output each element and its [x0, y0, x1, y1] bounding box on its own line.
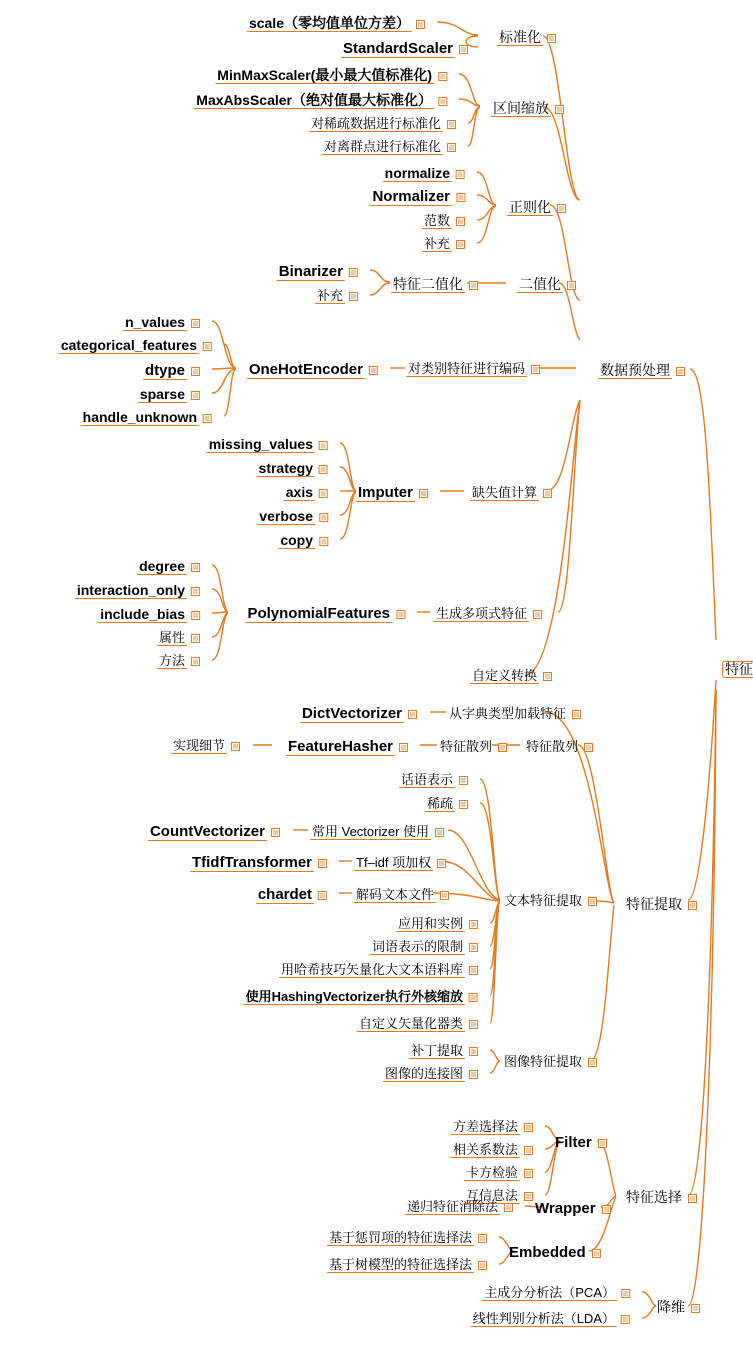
mindmap-node[interactable] — [341, 41, 468, 58]
node-marker-icon — [469, 1070, 478, 1079]
node-marker-icon — [621, 1289, 630, 1298]
node-marker-icon — [271, 828, 280, 837]
mindmap-node-label: 自定义转换 — [472, 668, 538, 683]
mindmap-node-label: 自定义矢量化器类 — [358, 1016, 463, 1031]
node-marker-icon — [318, 859, 327, 868]
mindmap-node[interactable] — [215, 68, 447, 84]
mindmap-node[interactable] — [507, 1245, 601, 1261]
mindmap-node[interactable] — [425, 797, 468, 812]
mindmap-node-label: MaxAbsScaler（绝对值最大标准化） — [196, 92, 432, 108]
mindmap-node[interactable] — [138, 387, 200, 403]
mindmap-node-label: MinMaxScaler(最小最大值标准化) — [217, 67, 432, 83]
mindmap-node-label: axis — [285, 484, 313, 500]
mindmap-node[interactable] — [256, 887, 327, 904]
node-marker-icon — [478, 1234, 487, 1243]
mindmap-node-label: 从字典类型加载特征 — [449, 706, 567, 721]
mindmap-node-label: 属性 — [158, 630, 185, 645]
node-marker-icon — [459, 45, 468, 54]
mindmap-node-label: 特征散列 — [526, 739, 579, 754]
mindmap-node-label: 生成多项式特征 — [436, 606, 528, 621]
node-marker-icon — [456, 217, 465, 226]
mindmap-node[interactable] — [451, 1120, 533, 1135]
node-marker-icon — [469, 993, 478, 1002]
mindmap-node-label: 方法 — [158, 653, 185, 668]
mindmap-node-label: 用哈希技巧矢量化大文本语料库 — [280, 962, 463, 977]
mindmap-node-label: 特征散列 — [440, 739, 493, 754]
node-marker-icon — [419, 489, 428, 498]
mindmap-node-label: 文本特征提取 — [504, 893, 583, 908]
mindmap-node-label: 补丁提取 — [410, 1043, 463, 1058]
node-marker-icon — [438, 72, 447, 81]
mindmap-node[interactable] — [533, 1201, 611, 1217]
mindmap-node-label: 常用 Vectorizer 使用 — [312, 824, 430, 839]
mindmap-node-label: 数据预处理 — [600, 362, 670, 378]
mindmap-node[interactable] — [497, 30, 556, 46]
mindmap-node[interactable] — [284, 485, 328, 501]
mindmap-node-label: Normalizer — [372, 188, 450, 205]
mindmap-node-label: sparse — [139, 386, 185, 402]
node-marker-icon — [437, 859, 446, 868]
mindmap-node[interactable] — [247, 16, 425, 32]
node-marker-icon — [524, 1123, 533, 1132]
mindmap-node[interactable] — [75, 583, 200, 599]
mindmap-node[interactable] — [471, 1312, 630, 1327]
node-marker-icon — [435, 828, 444, 837]
node-marker-icon — [191, 319, 200, 328]
mindmap-node[interactable] — [422, 214, 465, 229]
mindmap-node[interactable] — [354, 888, 449, 903]
mindmap-node[interactable] — [409, 1044, 478, 1059]
mindmap-node-label: 图像特征提取 — [504, 1054, 583, 1069]
node-marker-icon — [440, 891, 449, 900]
mindmap-node-label: missing_values — [208, 436, 313, 452]
node-marker-icon — [318, 891, 327, 900]
mindmap-node-label: strategy — [258, 460, 313, 476]
mindmap-node-label: handle_unknown — [82, 409, 197, 425]
mindmap-node[interactable] — [279, 963, 478, 978]
mindmap-node-label: 特征 — [722, 661, 753, 678]
mindmap-node[interactable] — [399, 773, 468, 788]
mindmap-node-label: 主成分分析法（PCA） — [484, 1285, 615, 1300]
mindmap-node[interactable] — [464, 1166, 533, 1181]
node-marker-icon — [584, 743, 593, 752]
mindmap-node-label: Binarizer — [278, 263, 343, 280]
mindmap-node-label: include_bias — [100, 606, 185, 622]
mindmap-node[interactable] — [447, 707, 581, 721]
node-marker-icon — [691, 1304, 700, 1313]
mindmap-node[interactable] — [143, 363, 200, 380]
mindmap-node-label: Tf–idf 项加权 — [356, 855, 432, 870]
mindmap-node[interactable] — [157, 654, 200, 669]
mindmap-node[interactable] — [383, 1067, 478, 1082]
mindmap-node[interactable] — [553, 1135, 607, 1151]
node-marker-icon — [543, 672, 552, 681]
mindmap-node-label: 缺失值计算 — [472, 485, 538, 500]
node-marker-icon — [621, 1315, 630, 1324]
mindmap-node[interactable] — [123, 315, 200, 331]
mindmap-node[interactable] — [257, 461, 328, 477]
mindmap-node-label: Embedded — [509, 1244, 586, 1261]
mindmap-node[interactable] — [655, 1300, 700, 1315]
mindmap-node[interactable] — [190, 855, 327, 872]
mindmap-node[interactable] — [524, 740, 593, 754]
mindmap-node-label: 二值化 — [519, 276, 561, 292]
node-marker-icon — [567, 281, 576, 290]
mindmap-node[interactable] — [59, 338, 212, 354]
mindmap-node-label: chardet — [257, 886, 312, 903]
mindmap-node-label: 特征二值化 — [393, 276, 463, 292]
mindmap-node[interactable] — [624, 897, 697, 912]
mindmap-node-label: 降维 — [657, 1299, 685, 1315]
node-marker-icon — [543, 489, 552, 498]
node-marker-icon — [602, 1205, 611, 1214]
mindmap-node[interactable] — [438, 740, 507, 754]
node-marker-icon — [469, 943, 478, 952]
mindmap-node[interactable] — [396, 917, 478, 932]
node-marker-icon — [524, 1192, 533, 1201]
node-marker-icon — [447, 143, 456, 152]
mindmap-node-label: 使用HashingVectorizer执行外核缩放 — [245, 989, 463, 1004]
mindmap-node[interactable] — [171, 739, 240, 754]
node-marker-icon — [191, 657, 200, 666]
mindmap-node-label: 卡方检验 — [465, 1165, 518, 1180]
node-marker-icon — [498, 743, 507, 752]
node-marker-icon — [533, 610, 542, 619]
node-marker-icon — [572, 710, 581, 719]
mindmap-node-label: 方差选择法 — [452, 1119, 518, 1134]
mindmap-node-label: 话语表示 — [400, 772, 453, 787]
mindmap-node[interactable] — [624, 1190, 697, 1205]
node-marker-icon — [369, 366, 378, 375]
node-marker-icon — [319, 489, 328, 498]
mindmap-node[interactable] — [157, 631, 200, 646]
mindmap-node[interactable] — [507, 200, 566, 216]
mindmap-node-label: 补充 — [316, 288, 343, 303]
mindmap-node-label: categorical_features — [60, 337, 197, 353]
node-marker-icon — [592, 1249, 601, 1258]
mindmap-node-label: TfidfTransformer — [191, 854, 312, 871]
mindmap-node[interactable] — [327, 1231, 487, 1246]
mindmap-node-label: 相关系数法 — [452, 1142, 518, 1157]
mindmap-node-label: 补充 — [423, 236, 450, 251]
node-marker-icon — [531, 365, 540, 374]
mindmap-node-label: 范数 — [423, 213, 450, 228]
mindmap-node[interactable] — [451, 1143, 533, 1158]
mindmap-node[interactable] — [517, 277, 576, 293]
mindmap-node-label: Imputer — [357, 484, 413, 501]
mindmap-node-label: 线性判别分析法（LDA） — [472, 1311, 615, 1326]
node-marker-icon — [469, 966, 478, 975]
mindmap-node-label: 特征选择 — [626, 1189, 682, 1205]
node-marker-icon — [319, 537, 328, 546]
node-marker-icon — [191, 611, 200, 620]
node-marker-icon — [191, 563, 200, 572]
mindmap-node-label: 基于惩罚项的特征选择法 — [328, 1230, 472, 1245]
mindmap-node-label: dtype — [144, 362, 185, 379]
node-marker-icon — [231, 742, 240, 751]
node-marker-icon — [598, 1139, 607, 1148]
node-marker-icon — [319, 513, 328, 522]
mindmap-node-label: 对类别特征进行编码 — [408, 361, 526, 376]
node-marker-icon — [349, 292, 358, 301]
mindmap-node[interactable] — [309, 117, 456, 132]
mindmap-node-label: 词语表示的限制 — [371, 939, 463, 954]
mindmap-node[interactable] — [286, 739, 408, 756]
mindmap-node[interactable] — [470, 669, 552, 684]
node-marker-icon — [191, 367, 200, 376]
mindmap-node-label: scale（零均值单位方差） — [248, 15, 410, 31]
mindmap-node-label: 特征提取 — [626, 896, 682, 912]
node-marker-icon — [399, 743, 408, 752]
node-marker-icon — [319, 441, 328, 450]
mindmap-node[interactable] — [391, 277, 478, 293]
mindmap-node-label: 实现细节 — [172, 738, 225, 753]
node-marker-icon — [191, 391, 200, 400]
node-marker-icon — [504, 1203, 513, 1212]
mindmap-node[interactable] — [598, 363, 685, 379]
mindmap-node[interactable] — [207, 437, 328, 453]
node-marker-icon — [438, 97, 447, 106]
mindmap-node[interactable] — [137, 559, 200, 575]
mindmap-node-label: normalize — [384, 165, 450, 181]
mindmap-node-label: copy — [280, 532, 313, 548]
mindmap-node[interactable] — [356, 485, 428, 502]
mindmap-node-label: Wrapper — [535, 1200, 596, 1217]
node-marker-icon — [588, 897, 597, 906]
mindmap-node[interactable] — [277, 264, 358, 281]
mindmap-node[interactable] — [434, 607, 542, 622]
mindmap-node[interactable] — [327, 1258, 487, 1273]
mindmap-node-label: DictVectorizer — [301, 705, 402, 722]
mindmap-node[interactable] — [300, 706, 417, 723]
node-marker-icon — [456, 193, 465, 202]
node-marker-icon — [349, 268, 358, 277]
node-marker-icon — [547, 34, 556, 43]
node-marker-icon — [203, 342, 212, 351]
mindmap-node-label: 图像的连接图 — [384, 1066, 463, 1081]
node-marker-icon — [447, 120, 456, 129]
mindmap-node[interactable] — [354, 856, 446, 871]
node-marker-icon — [469, 1020, 478, 1029]
node-marker-icon — [469, 281, 478, 290]
mindmap-node[interactable] — [502, 894, 597, 908]
node-marker-icon — [524, 1169, 533, 1178]
mindmap-node-label: OneHotEncoder — [248, 361, 363, 378]
mindmap-node[interactable] — [357, 1017, 478, 1032]
mindmap-node[interactable] — [722, 661, 753, 678]
node-marker-icon — [456, 240, 465, 249]
mindmap-node-label: PolynomialFeatures — [247, 605, 390, 622]
node-marker-icon — [557, 204, 566, 213]
mindmap-node[interactable] — [322, 140, 456, 155]
mindmap-node-label: 区间缩放 — [493, 100, 549, 116]
mindmap-node[interactable] — [383, 166, 465, 182]
node-marker-icon — [676, 367, 685, 376]
mindmap-node-label: FeatureHasher — [287, 738, 393, 755]
mindmap-node[interactable] — [406, 362, 540, 377]
mindmap-node[interactable] — [405, 1200, 513, 1215]
mindmap-node[interactable] — [278, 533, 328, 549]
node-marker-icon — [459, 800, 468, 809]
node-marker-icon — [588, 1058, 597, 1067]
node-marker-icon — [688, 901, 697, 910]
node-marker-icon — [191, 587, 200, 596]
mindmap-node[interactable] — [491, 101, 564, 117]
mindmap-node[interactable] — [257, 509, 328, 525]
mindmap-node[interactable] — [310, 825, 444, 840]
node-marker-icon — [688, 1194, 697, 1203]
mindmap-node[interactable] — [315, 289, 358, 304]
node-marker-icon — [478, 1261, 487, 1270]
mindmap-node[interactable] — [245, 606, 405, 623]
mindmap-node-label: verbose — [259, 508, 313, 524]
mindmap-node[interactable] — [370, 189, 465, 206]
mindmap-node-label: 稀疏 — [426, 796, 453, 811]
mindmap-node-label: 基于树模型的特征选择法 — [328, 1257, 472, 1272]
mindmap-node-label: n_values — [125, 314, 185, 330]
mindmap-node-label: 对离群点进行标准化 — [323, 139, 441, 154]
node-marker-icon — [469, 1047, 478, 1056]
mindmap-node-label: CountVectorizer — [149, 823, 265, 840]
node-marker-icon — [416, 20, 425, 29]
mindmap-node[interactable] — [482, 1286, 630, 1301]
mindmap-node-label: 递归特征消除法 — [406, 1199, 498, 1214]
node-marker-icon — [396, 610, 405, 619]
mindmap-node[interactable] — [370, 940, 478, 955]
mindmap-node[interactable] — [502, 1055, 597, 1069]
mindmap-node-label: 对稀疏数据进行标准化 — [310, 116, 441, 131]
mindmap-node-label: 应用和实例 — [397, 916, 463, 931]
mindmap-node[interactable] — [194, 93, 447, 109]
mindmap-node-label: interaction_only — [76, 582, 185, 598]
mindmap-node-label: 正则化 — [509, 199, 551, 215]
node-marker-icon — [319, 465, 328, 474]
mindmap-node-label: 解码文本文件 — [356, 887, 435, 902]
mindmap-node[interactable] — [244, 990, 478, 1005]
node-marker-icon — [555, 105, 564, 114]
mindmap-node[interactable] — [470, 486, 552, 501]
mindmap-node-label: Filter — [555, 1134, 592, 1151]
node-marker-icon — [524, 1146, 533, 1155]
mindmap-node[interactable] — [81, 410, 212, 426]
node-marker-icon — [469, 920, 478, 929]
mindmap-node-label: 互信息法 — [465, 1188, 518, 1203]
node-marker-icon — [456, 170, 465, 179]
node-marker-icon — [203, 414, 212, 423]
mindmap-node[interactable] — [98, 607, 200, 623]
mindmap-node-label: StandardScaler — [342, 40, 453, 57]
node-marker-icon — [191, 634, 200, 643]
mindmap-node[interactable] — [148, 824, 280, 841]
node-marker-icon — [459, 776, 468, 785]
mindmap-node[interactable] — [247, 362, 378, 379]
mindmap-node-label: degree — [139, 558, 185, 574]
node-marker-icon — [408, 710, 417, 719]
mindmap-node-label: 标准化 — [499, 29, 541, 45]
mindmap-node[interactable] — [422, 237, 465, 252]
